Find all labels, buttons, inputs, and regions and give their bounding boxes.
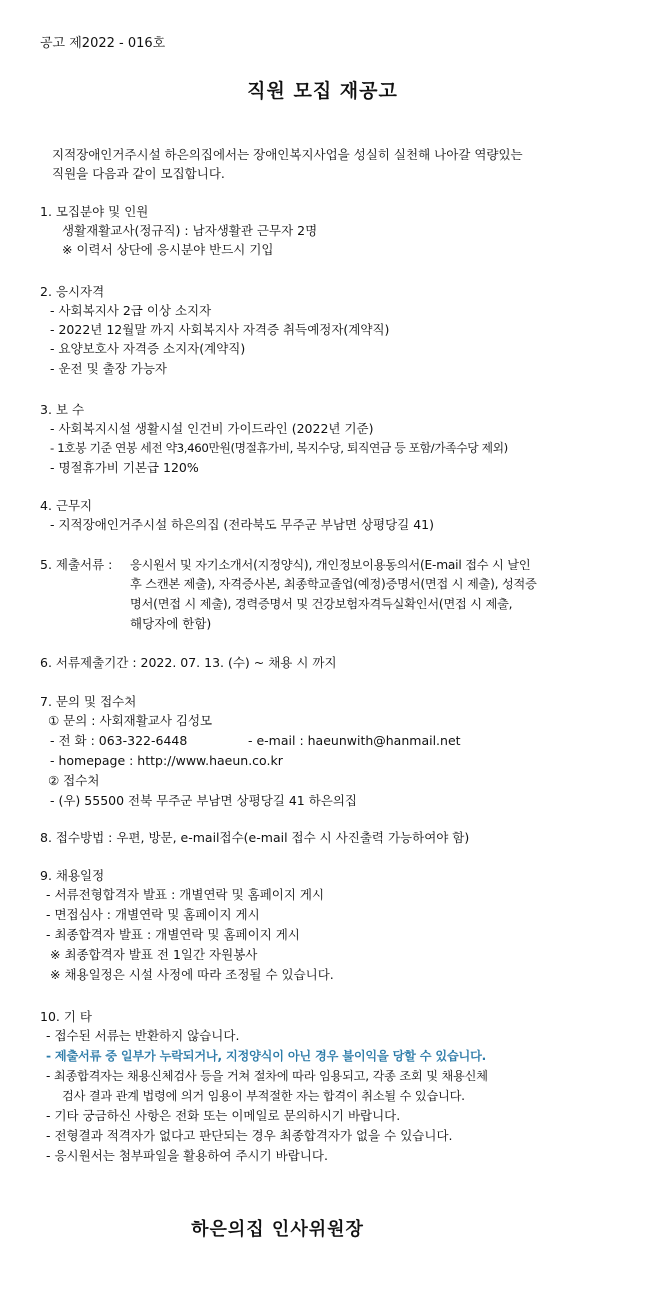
contact-homepage: - homepage : http://www.haeun.co.kr (50, 753, 283, 768)
section-note: ※ 이력서 상단에 응시분야 반드시 기입 (62, 242, 274, 257)
intro-line-1: 지적장애인거주시설 하은의집에서는 장애인복지사업을 성실히 실천해 나아갈 역량있는 (52, 147, 523, 162)
etc-line: - 접수된 서류는 반환하지 않습니다. (46, 1028, 240, 1043)
intro-line-2: 직원을 다음과 같이 모집합니다. (52, 166, 225, 181)
section-line: - 요양보호사 자격증 소지자(계약직) (50, 341, 246, 356)
schedule-line: - 최종합격자 발표 : 개별연락 및 홈페이지 게시 (46, 927, 300, 942)
section-heading-documents: 5. 제출서류 : (40, 557, 113, 572)
section-heading-qualification: 2. 응시자격 (40, 284, 105, 299)
section-line: - 사회복지사 2급 이상 소지자 (50, 303, 212, 318)
contact-reception: ② 접수처 (48, 773, 100, 788)
section-heading-submission-period: 6. 서류제출기간 : 2022. 07. 13. (수) ~ 채용 시 까지 (40, 655, 337, 670)
documents-line: 명서(면접 시 제출), 경력증명서 및 건강보험자격득실확인서(면접 시 제출, (130, 597, 513, 611)
section-heading-schedule: 9. 채용일정 (40, 868, 105, 883)
section-heading-salary: 3. 보 수 (40, 402, 85, 417)
schedule-line: - 면접심사 : 개별연락 및 홈페이지 게시 (46, 907, 260, 922)
section-heading-etc: 10. 기 타 (40, 1009, 92, 1024)
section-line: - 지적장애인거주시설 하은의집 (전라북도 무주군 부남면 상평당길 41) (50, 517, 435, 532)
schedule-note: ※ 최종합격자 발표 전 1일간 자원봉사 (50, 947, 258, 962)
signature: 하은의집 인사위원장 (191, 1219, 364, 1240)
section-line: - 1호봉 기준 연봉 세전 약3,460만원(명절휴가비, 복지수당, 퇴직연금 등 포함/가족수당 제외) (50, 441, 508, 455)
etc-line: - 기타 궁금하신 사항은 전화 또는 이메일로 문의하시기 바랍니다. (46, 1108, 401, 1123)
contact-inquiry: ① 문의 : 사회재활교사 김성모 (48, 713, 213, 728)
section-line: - 사회복지시설 생활시설 인건비 가이드라인 (2022년 기준) (50, 421, 374, 436)
section-line: - 운전 및 출장 가능자 (50, 361, 168, 376)
section-heading-contact: 7. 문의 및 접수처 (40, 694, 137, 709)
contact-email: - e-mail : haeunwith@hanmail.net (248, 733, 461, 748)
section-heading-method: 8. 접수방법 : 우편, 방문, e-mail접수(e-mail 접수 시 사진출력 가능하여야 함) (40, 830, 470, 845)
documents-line: 해당자에 한함) (130, 616, 212, 631)
etc-warning-line: - 제출서류 중 일부가 누락되거나, 지정양식이 아닌 경우 불이익을 당할 수 있습니다. (46, 1049, 487, 1063)
contact-address: - (우) 55500 전북 무주군 부남면 상평당길 41 하은의집 (50, 793, 357, 808)
section-heading-workplace: 4. 근무지 (40, 498, 93, 513)
etc-line: - 최종합격자는 채용신체검사 등을 거쳐 절차에 따라 임용되고, 각종 조회 및 채용신체 (46, 1069, 488, 1083)
etc-line: - 응시원서는 첨부파일을 활용하여 주시기 바랍니다. (46, 1148, 328, 1163)
contact-phone: - 전 화 : 063-322-6448 (50, 733, 188, 748)
documents-line: 응시원서 및 자기소개서(지정양식), 개인정보이용동의서(E-mail 접수 시 날인 (130, 558, 531, 572)
section-line: - 2022년 12월말 까지 사회복지사 자격증 취득예정자(계약직) (50, 322, 390, 337)
section-line: 생활재활교사(정규직) : 남자생활관 근무자 2명 (62, 223, 318, 238)
schedule-line: - 서류전형합격자 발표 : 개별연락 및 홈페이지 게시 (46, 887, 325, 902)
etc-line: - 전형결과 적격자가 없다고 판단되는 경우 최종합격자가 없을 수 있습니다. (46, 1128, 453, 1143)
notice-number: 공고 제2022 - 016호 (40, 36, 166, 51)
etc-line: 검사 결과 관계 법령에 의거 임용이 부적절한 자는 합격이 취소될 수 있습니다. (62, 1089, 465, 1103)
section-heading-recruit-field: 1. 모집분야 및 인원 (40, 204, 149, 219)
documents-line: 후 스캔본 제출), 자격증사본, 최종학교졸업(예정)증명서(면접 시 제출), 성적증 (130, 577, 537, 591)
page-title: 직원 모집 재공고 (247, 80, 398, 102)
section-line: - 명절휴가비 기본급 120% (50, 460, 199, 475)
schedule-note: ※ 채용일정은 시설 사정에 따라 조정될 수 있습니다. (50, 967, 334, 982)
